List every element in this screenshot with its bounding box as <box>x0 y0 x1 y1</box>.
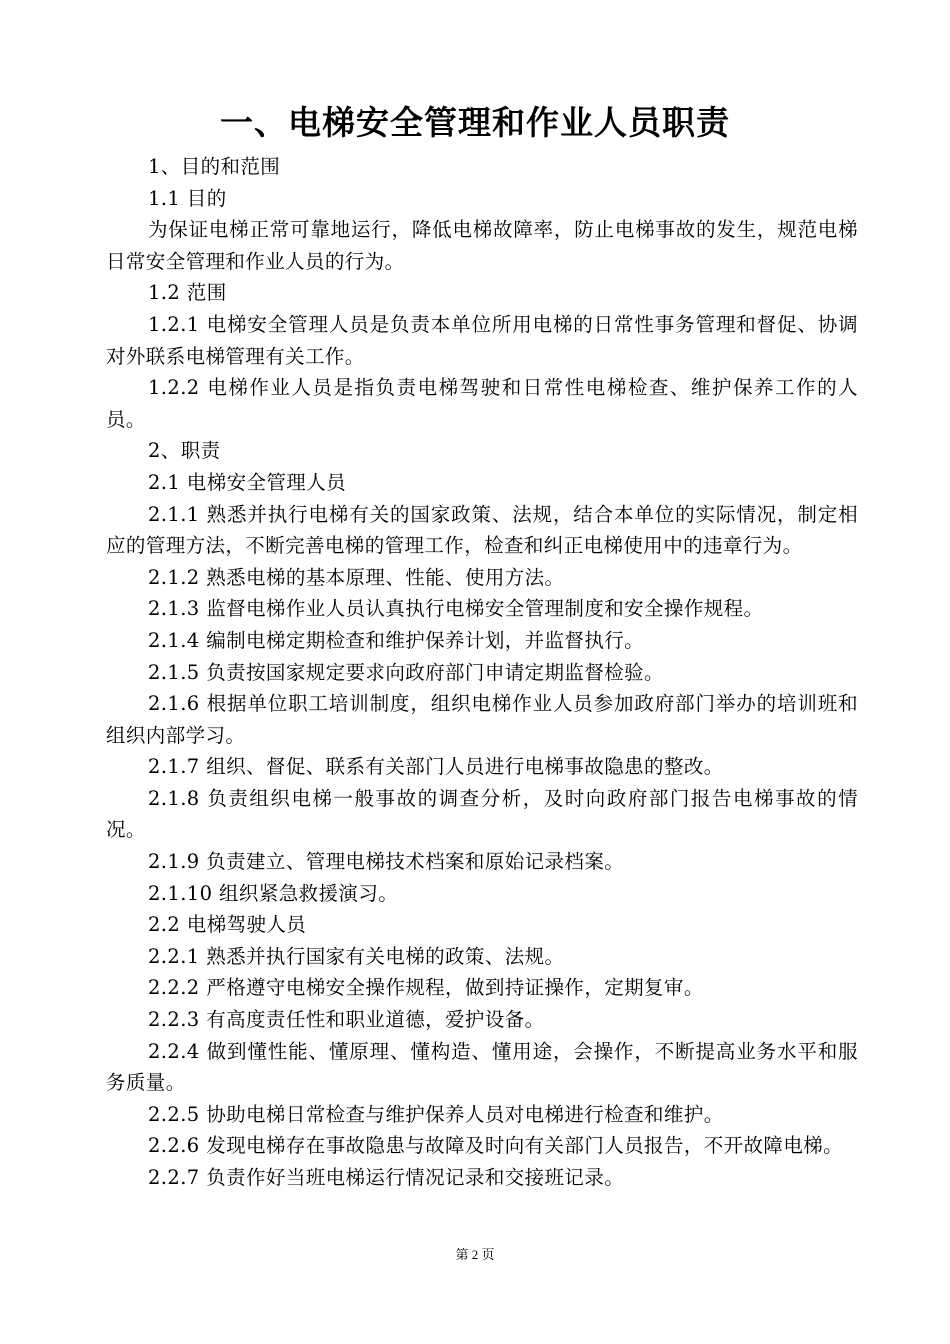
paragraph: 2.2 电梯驾驶人员 <box>148 913 307 937</box>
document-body <box>106 151 858 1194</box>
paragraph: 2.1.3 监督电梯作业人员认真执行电梯安全管理制度和安全操作规程。 <box>148 597 764 621</box>
paragraph: 2.2.7 负责作好当班电梯运行情况记录和交接班记录。 <box>148 1166 625 1189</box>
paragraph: 2.1.2 熟悉电梯的基本原理、性能、使用方法。 <box>148 565 565 589</box>
paragraph: 2.2.5 协助电梯日常检查与维护保养人员对电梯进行检查和维护。 <box>148 1102 724 1126</box>
page-number: 第 2 页 <box>455 1247 495 1262</box>
paragraph: 1.1 目的 <box>148 186 227 210</box>
paragraph: 2.1.1 熟悉并执行电梯有关的国家政策、法规，结合本单位的实际情况，制定相应的管理方法，不断完善电梯的管理工作，检查和纠正电梯使用中的违章行为。 <box>106 502 858 558</box>
paragraph: 2.1 电梯安全管理人员 <box>148 470 347 494</box>
paragraph: 2.2.2 严格遵守电梯安全操作规程，做到持证操作，定期复审。 <box>148 976 704 1000</box>
paragraph: 2.2.4 做到懂性能、懂原理、懂构造、懂用途，会操作，不断提高业务水平和服务质量。 <box>106 1039 858 1095</box>
paragraph: 2.1.8 负责组织电梯一般事故的调查分析，及时向政府部门报告电梯事故的情况。 <box>106 786 858 842</box>
paragraph: 2.1.10 组织紧急救援演习。 <box>148 881 399 905</box>
paragraph: 2.2.1 熟悉并执行国家有关电梯的政策、法规。 <box>148 944 565 968</box>
paragraph: 为保证电梯正常可靠地运行，降低电梯故障率，防止电梯事故的发生，规范电梯日常安全管理和作业人员的行为。 <box>106 218 858 273</box>
paragraph: 2.1.4 编制电梯定期检查和维护保养计划，并监督执行。 <box>148 628 645 652</box>
paragraph: 2.2.3 有高度责任性和职业道德，爱护设备。 <box>148 1008 545 1032</box>
paragraph: 1.2.2 电梯作业人员是指负责电梯驾驶和日常性电梯检查、维护保养工作的人员。 <box>106 376 858 431</box>
paragraph: 1.2 范围 <box>148 281 227 305</box>
paragraph: 1.2.1 电梯安全管理人员是负责本单位所用电梯的日常性事务管理和督促、协调对外联系电梯管理有关工作。 <box>106 312 858 368</box>
document-title: 一、电梯安全管理和作业人员职责 <box>220 103 730 142</box>
paragraph: 2.1.6 根据单位职工培训制度，组织电梯作业人员参加政府部门举办的培训班和组织内部学习。 <box>106 692 858 747</box>
paragraph: 2.1.9 负责建立、管理电梯技术档案和原始记录档案。 <box>148 850 625 874</box>
paragraph: 2.1.7 组织、督促、联系有关部门人员进行电梯事故隐患的整改。 <box>148 755 724 779</box>
paragraph: 2、职责 <box>148 439 221 463</box>
paragraph: 2.2.6 发现电梯存在事故隐患与故障及时向有关部门人员报告，不开故障电梯。 <box>148 1134 844 1158</box>
paragraph: 1、目的和范围 <box>148 155 281 178</box>
paragraph: 2.1.5 负责按国家规定要求向政府部门申请定期监督检验。 <box>148 660 664 684</box>
